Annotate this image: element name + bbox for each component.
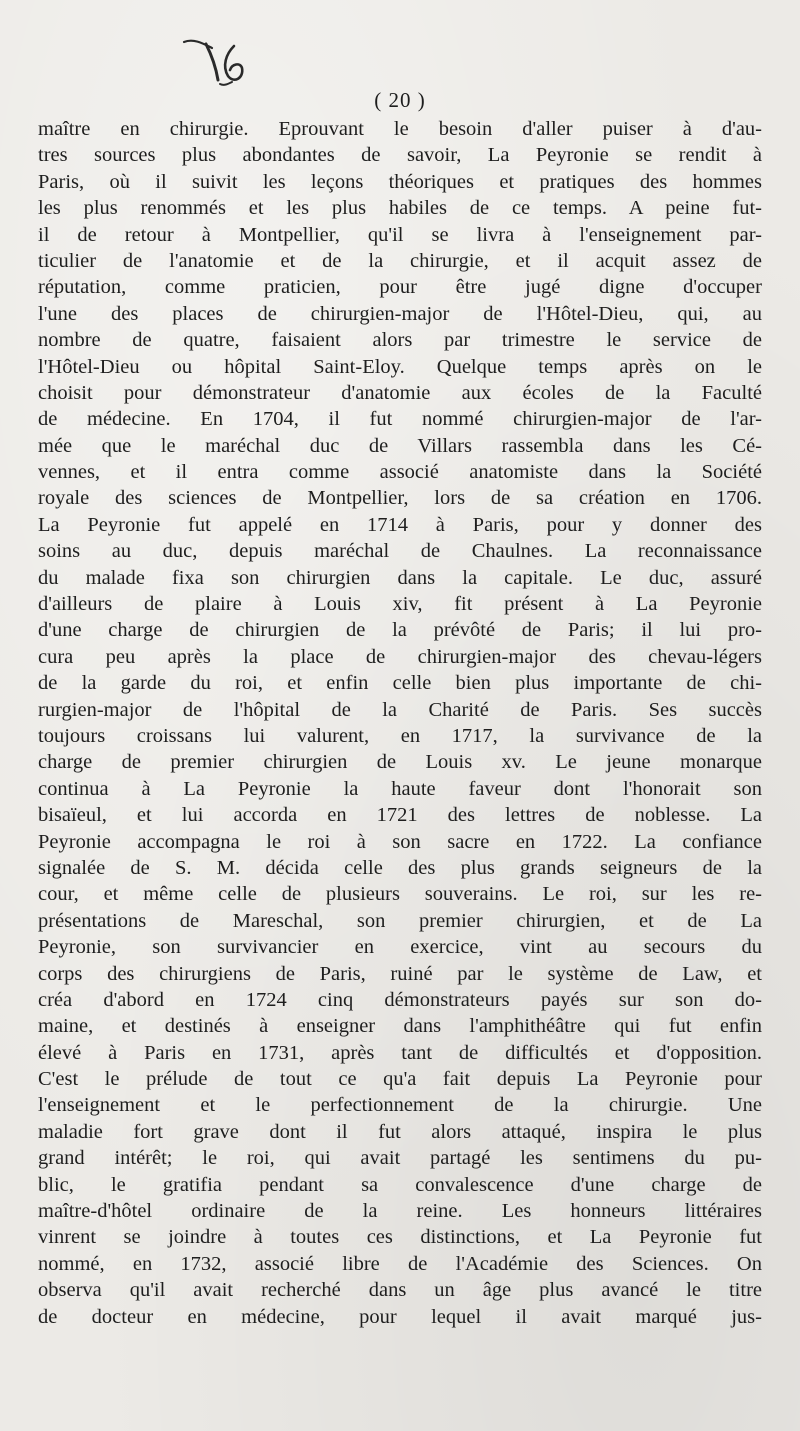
- text-line: corps des chirurgiens de Paris, ruiné par le système de Law, et: [38, 962, 762, 985]
- text-line: de docteur en médecine, pour lequel il avait marqué jus-: [38, 1305, 762, 1328]
- text-line: cura peu après la place de chirurgien-major des chevau-légers: [38, 645, 762, 668]
- text-line: du malade fixa son chirurgien dans la capitale. Le duc, assuré: [38, 566, 762, 589]
- text-line: signalée de S. M. décida celle des plus grands seigneurs de la: [38, 856, 762, 879]
- text-body: [38, 116, 762, 1330]
- text-line: réputation, comme praticien, pour être jugé digne d'occuper: [38, 276, 762, 299]
- text-line: maître-d'hôtel ordinaire de la reine. Les honneurs littéraires: [38, 1200, 762, 1223]
- text-line: l'Hôtel-Dieu ou hôpital Saint-Eloy. Quelque temps après on le: [38, 355, 762, 378]
- text-line: il de retour à Montpellier, qu'il se livra à l'enseignement par-: [38, 223, 762, 246]
- text-line: de la garde du roi, et enfin celle bien plus importante de chi-: [38, 672, 762, 695]
- text-line: vennes, et il entra comme associé anatomiste dans la Société: [38, 461, 762, 484]
- text-line: La Peyronie fut appelé en 1714 à Paris, pour y donner des: [38, 513, 762, 536]
- text-line: grand intérêt; le roi, qui avait partagé les sentimens du pu-: [38, 1147, 762, 1170]
- text-line: ticulier de l'anatomie et de la chirurgie, et il acquit assez de: [38, 249, 762, 272]
- text-line: soins au duc, depuis maréchal de Chaulnes. La reconnaissance: [38, 540, 762, 563]
- text-line: nombre de quatre, faisaient alors par trimestre le service de: [38, 329, 762, 352]
- text-line: nommé, en 1732, associé libre de l'Académie des Sciences. On: [38, 1252, 762, 1275]
- text-line: mée que le maréchal duc de Villars rassembla dans les Cé-: [38, 434, 762, 457]
- text-line: cour, et même celle de plusieurs souverains. Le roi, sur les re-: [38, 883, 762, 906]
- text-line: maine, et destinés à enseigner dans l'amphithéâtre qui fut enfin: [38, 1015, 762, 1038]
- text-line: tres sources plus abondantes de savoir, La Peyronie se rendit à: [38, 144, 762, 167]
- text-line: blic, le gratifia pendant sa convalescence d'une charge de: [38, 1173, 762, 1196]
- text-line: d'une charge de chirurgien de la prévôté de Paris; il lui pro-: [38, 619, 762, 642]
- text-line: bisaïeul, et lui accorda en 1721 des lettres de noblesse. La: [38, 804, 762, 827]
- text-line: continua à La Peyronie la haute faveur dont l'honorait son: [38, 777, 762, 800]
- handwritten-ink-mark: [182, 34, 262, 94]
- text-line: C'est le prélude de tout ce qu'a fait depuis La Peyronie pour: [38, 1068, 762, 1091]
- text-line: les plus renommés et les plus habiles de ce temps. A peine fut-: [38, 197, 762, 220]
- text-line: charge de premier chirurgien de Louis xv. Le jeune monarque: [38, 751, 762, 774]
- text-line: Peyronie accompagna le roi à son sacre en 1722. La confiance: [38, 830, 762, 853]
- text-line: toujours croissans lui valurent, en 1717, la survivance de la: [38, 724, 762, 747]
- text-line: d'ailleurs de plaire à Louis xiv, fit présent à La Peyronie: [38, 593, 762, 616]
- text-line: observa qu'il avait recherché dans un âge plus avancé le titre: [38, 1279, 762, 1302]
- text-line: créa d'abord en 1724 cinq démonstrateurs payés sur son do-: [38, 988, 762, 1011]
- text-line: vinrent se joindre à toutes ces distinctions, et La Peyronie fut: [38, 1226, 762, 1249]
- text-line: rurgien-major de l'hôpital de la Charité de Paris. Ses succès: [38, 698, 762, 721]
- text-line: choisit pour démonstrateur d'anatomie aux écoles de la Faculté: [38, 381, 762, 404]
- text-line: l'une des places de chirurgien-major de l'Hôtel-Dieu, qui, au: [38, 302, 762, 325]
- text-line: élevé à Paris en 1731, après tant de difficultés et d'opposition.: [38, 1041, 762, 1064]
- text-line: maître en chirurgie. Eprouvant le besoin d'aller puiser à d'au-: [38, 118, 762, 140]
- text-line: présentations de Mareschal, son premier chirurgien, et de La: [38, 909, 762, 932]
- page-number: ( 20 ): [374, 88, 426, 112]
- text-line: de médecine. En 1704, il fut nommé chirurgien-major de l'ar-: [38, 408, 762, 431]
- text-line: royale des sciences de Montpellier, lors de sa création en 1706.: [38, 487, 762, 510]
- text-line: l'enseignement et le perfectionnement de la chirurgie. Une: [38, 1094, 762, 1117]
- text-line: Peyronie, son survivancier en exercice, vint au secours du: [38, 936, 762, 959]
- text-line: Paris, où il suivit les leçons théoriques et pratiques des hommes: [38, 170, 762, 193]
- text-line: maladie fort grave dont il fut alors attaqué, inspira le plus: [38, 1120, 762, 1143]
